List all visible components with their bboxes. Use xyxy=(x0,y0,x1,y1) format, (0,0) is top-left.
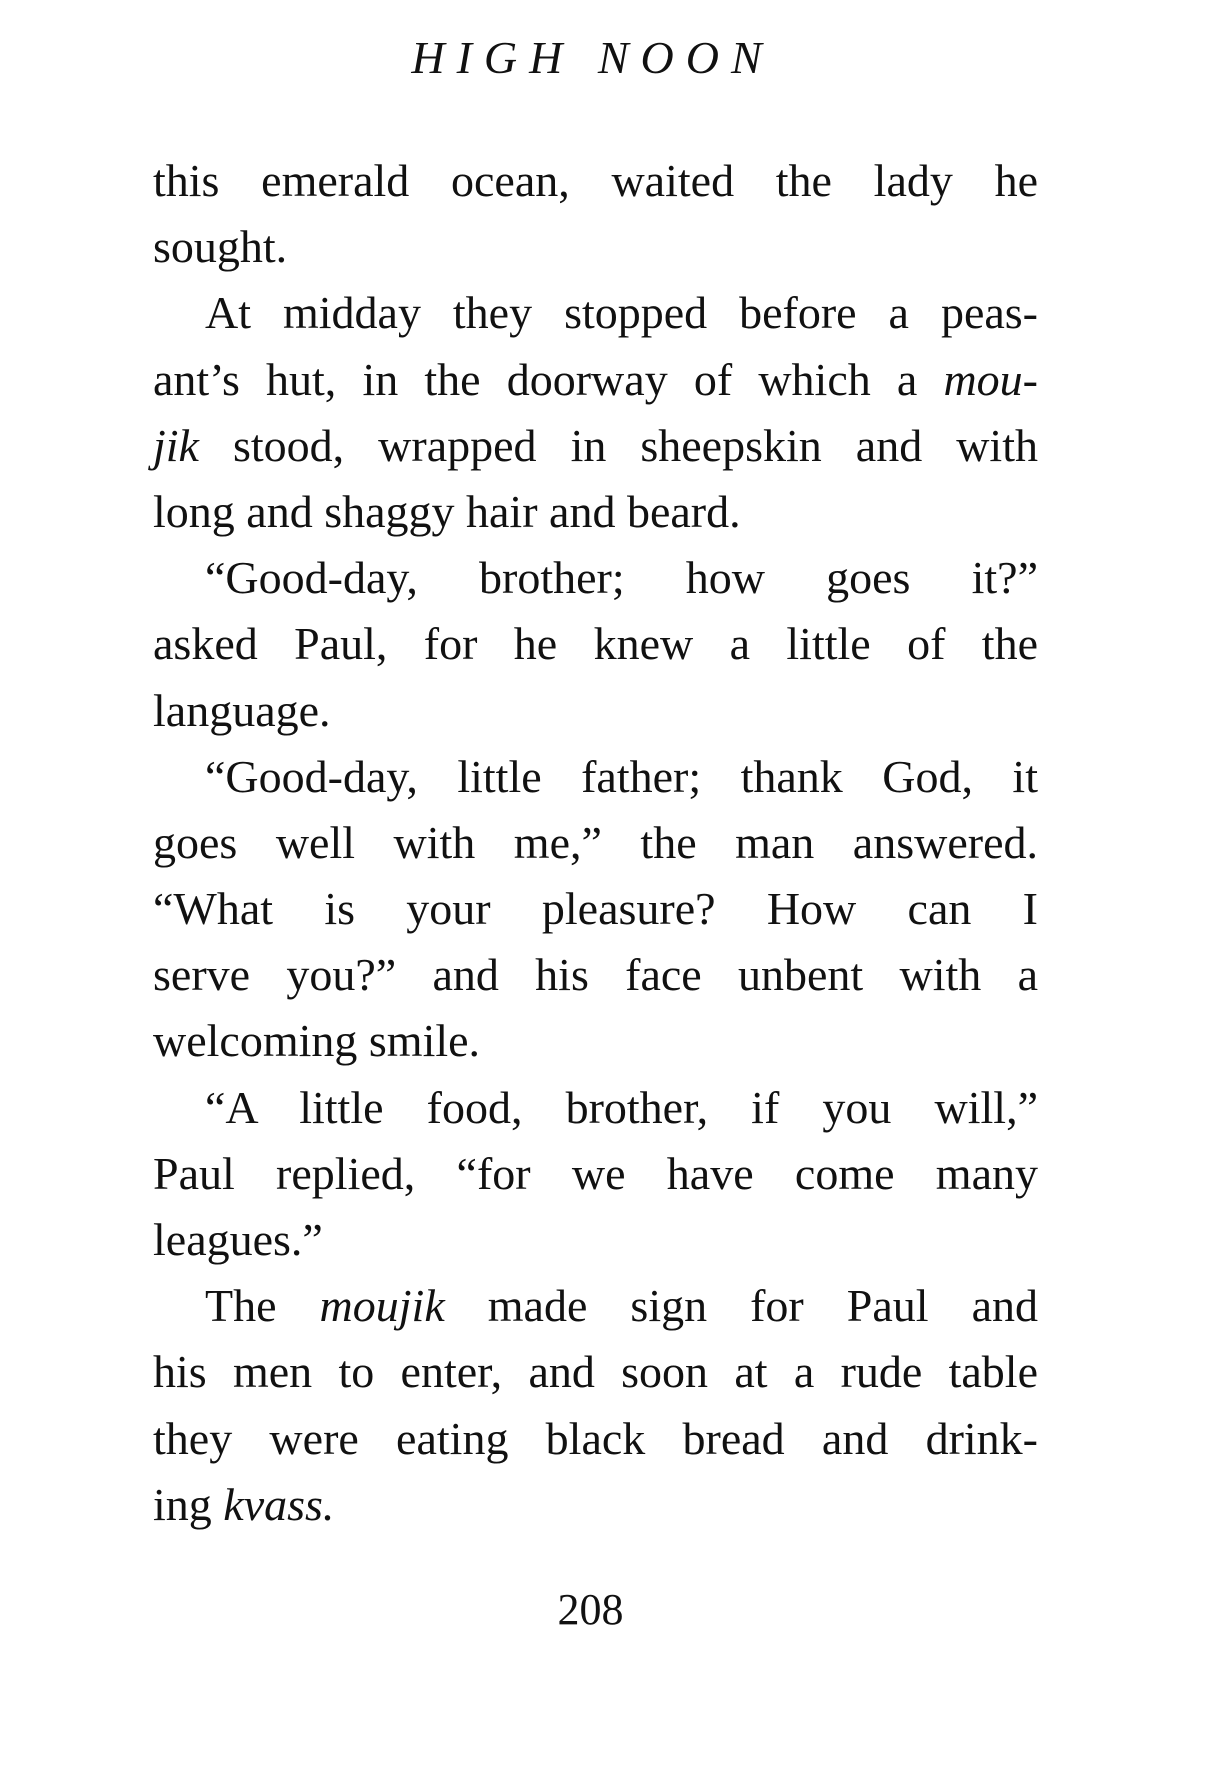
text-line-2: sought. xyxy=(153,221,288,273)
text-line-3: At midday they stopped before a peas- xyxy=(205,287,1038,339)
text-line-13: serve you?” and his face unbent with a xyxy=(153,949,1038,1001)
italic-word: kvass. xyxy=(223,1478,335,1530)
italic-word: moujik xyxy=(319,1280,445,1332)
text-line-7: “Good-day, brother; how goes it?” xyxy=(205,552,1038,604)
text-line-21: ing kvass. xyxy=(153,1478,335,1530)
body-text xyxy=(153,148,1038,1538)
text-line-16: Paul replied, “for we have come many xyxy=(153,1147,1038,1199)
text-line-15: “A little food, brother, if you will,” xyxy=(205,1081,1038,1133)
text-line-18: The moujik made sign for Paul and xyxy=(205,1280,1038,1332)
text-line-17: leagues.” xyxy=(153,1214,323,1265)
text-line-14: welcoming smile. xyxy=(153,1015,481,1067)
text-line-4: ant’s hut, in the doorway of which a mou- xyxy=(153,353,1038,405)
text-line-11: goes well with me,” the man answered. xyxy=(153,816,1038,868)
italic-word: jik xyxy=(153,419,199,471)
running-head: HIGH NOON xyxy=(411,32,774,83)
text-line-20: they were eating black bread and drink- xyxy=(153,1412,1038,1464)
text-line-9: language. xyxy=(153,684,331,736)
text-line-10: “Good-day, little father; thank God, it xyxy=(205,750,1038,802)
text-line-5: jik stood, wrapped in sheepskin and with xyxy=(153,419,1038,471)
page-number: 208 xyxy=(557,1585,624,1634)
text-line-8: asked Paul, for he knew a little of the xyxy=(153,618,1038,670)
text-line-19: his men to enter, and soon at a rude table xyxy=(153,1346,1038,1398)
italic-word: mou- xyxy=(943,353,1038,405)
text-line-6: long and shaggy hair and beard. xyxy=(153,485,741,537)
text-line-12: “What is your pleasure? How can I xyxy=(153,883,1038,935)
text-line-1: this emerald ocean, waited the lady he xyxy=(153,155,1038,206)
